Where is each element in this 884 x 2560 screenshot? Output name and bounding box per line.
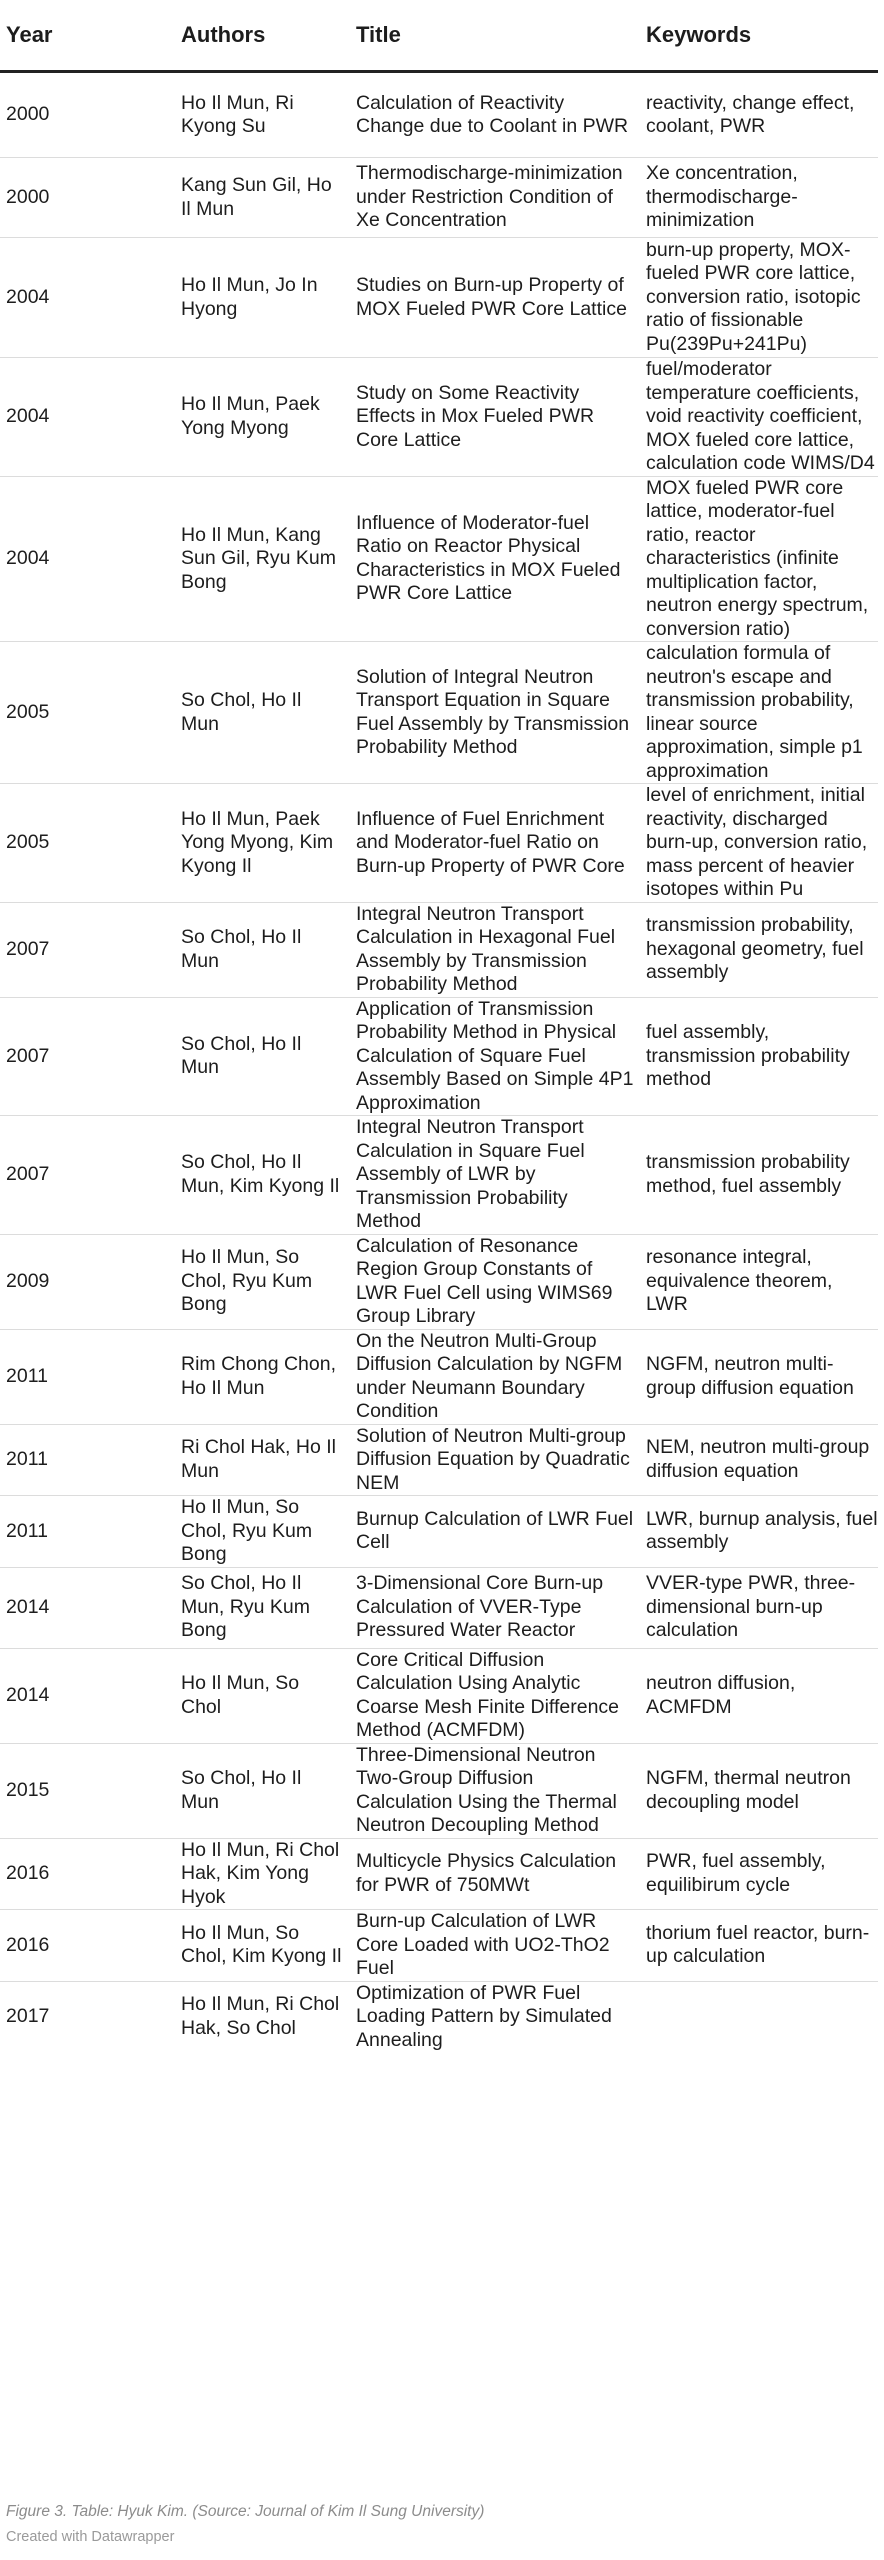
cell-authors: Ho Il Mun, Ri Chol Hak, So Chol xyxy=(181,1993,340,2039)
table-row xyxy=(0,1743,878,1838)
cell-keywords: calculation formula of neutron's escape and transmission probability, linear source approximation, simple p1 approximation xyxy=(640,642,878,784)
cell-keywords: fuel assembly, transmission probability method xyxy=(640,997,878,1116)
cell-year: 2015 xyxy=(0,1743,175,1838)
table-row xyxy=(0,238,878,358)
cell-title: Influence of Moderator-fuel Ratio on Reactor Physical Characteristics in MOX Fueled PWR Core Lattice xyxy=(350,476,640,642)
figure-caption: Figure 3. Table: Hyuk Kim. (Source: Journal of Kim Il Sung University) xyxy=(6,2503,485,2520)
table-row xyxy=(0,902,878,997)
table-row xyxy=(0,784,878,903)
cell-title: Core Critical Diffusion Calculation Using Analytic Coarse Mesh Finite Difference Method (ACMFDM) xyxy=(350,1648,640,1743)
header-title[interactable]: Title xyxy=(350,0,640,72)
table-row xyxy=(0,997,878,1116)
cell-title: On the Neutron Multi-Group Diffusion Calculation by NGFM under Neumann Boundary Condition xyxy=(350,1329,640,1424)
cell-keywords: PWR, fuel assembly, equilibirum cycle xyxy=(640,1838,878,1910)
cell-year: 2004 xyxy=(0,358,175,477)
cell-authors: So Chol, Ho Il Mun xyxy=(175,997,350,1116)
cell-year: 2007 xyxy=(0,1116,175,1235)
cell-keywords: MOX fueled PWR core lattice, moderator-fuel ratio, reactor characteristics (infinite multiplication factor, neutron energy spectrum, conversion ratio) xyxy=(640,476,878,642)
cell-year: 2000 xyxy=(0,72,175,158)
cell-authors: Ho Il Mun, Jo In Hyong xyxy=(175,238,350,358)
cell-authors: Ho Il Mun, Paek Yong Myong, Kim Kyong Il xyxy=(175,784,350,903)
cell-title: Solution of Integral Neutron Transport Equation in Square Fuel Assembly by Transmission Probability Method xyxy=(350,642,640,784)
cell-authors: Ho Il Mun, So Chol, Ryu Kum Bong xyxy=(175,1234,350,1329)
cell-keywords: transmission probability method, fuel assembly xyxy=(640,1116,878,1235)
cell-authors: Ho Il Mun, Ri Chol Hak, Kim Yong Hyok xyxy=(175,1838,350,1910)
cell-year: 2011 xyxy=(0,1424,175,1496)
table-body xyxy=(0,72,878,2053)
cell-authors: Ho Il Mun, Kang Sun Gil, Ryu Kum Bong xyxy=(175,476,350,642)
cell-title: Calculation of Resonance Region Group Constants of LWR Fuel Cell using WIMS69 Group Library xyxy=(350,1234,640,1329)
cell-year: 2011 xyxy=(0,1329,175,1424)
table-row xyxy=(0,358,878,477)
cell-year: 2017 xyxy=(6,2005,50,2027)
table-row xyxy=(0,158,878,238)
cell-keywords: LWR, burnup analysis, fuel assembly xyxy=(640,1496,878,1568)
cell-authors: So Chol, Ho Il Mun, Kim Kyong Il xyxy=(175,1116,350,1235)
cell-authors: So Chol, Ho Il Mun xyxy=(175,642,350,784)
cell-keywords: NEM, neutron multi-group diffusion equation xyxy=(640,1424,878,1496)
header-year[interactable]: Year xyxy=(0,0,175,72)
cell-authors: So Chol, Ho Il Mun xyxy=(175,1743,350,1838)
cell-authors: Ho Il Mun, So Chol, Ryu Kum Bong xyxy=(175,1496,350,1568)
cell-keywords: Xe concentration, thermodischarge-minimization xyxy=(640,158,878,238)
cell-year: 2005 xyxy=(0,642,175,784)
cell-authors: So Chol, Ho Il Mun xyxy=(175,902,350,997)
table-row xyxy=(0,1116,878,1235)
cell-keywords: transmission probability, hexagonal geometry, fuel assembly xyxy=(640,902,878,997)
cell-title: Optimization of PWR Fuel Loading Pattern by Simulated Annealing xyxy=(356,1981,612,2051)
cell-title: Studies on Burn-up Property of MOX Fueled PWR Core Lattice xyxy=(350,238,640,358)
table-row xyxy=(0,1981,878,2052)
table-row xyxy=(0,476,878,642)
cell-year: 2009 xyxy=(0,1234,175,1329)
cell-year: 2014 xyxy=(0,1648,175,1743)
cell-authors: Rim Chong Chon, Ho Il Mun xyxy=(175,1329,350,1424)
cell-authors: Ho Il Mun, So Chol, Kim Kyong Il xyxy=(175,1910,350,1982)
cell-title: Thermodischarge-minimization under Restriction Condition of Xe Concentration xyxy=(350,158,640,238)
table-header-row xyxy=(0,0,878,72)
cell-keywords: burn-up property, MOX-fueled PWR core lattice, conversion ratio, isotopic ratio of fissionable Pu(239Pu+241Pu) xyxy=(640,238,878,358)
cell-keywords: level of enrichment, initial reactivity, discharged burn-up, conversion ratio, mass percent of heavier isotopes within Pu xyxy=(640,784,878,903)
table-row xyxy=(0,72,878,158)
cell-title: Integral Neutron Transport Calculation in Square Fuel Assembly of LWR by Transmission Probability Method xyxy=(350,1116,640,1235)
cell-keywords: thorium fuel reactor, burn-up calculation xyxy=(640,1910,878,1982)
cell-authors: Ri Chol Hak, Ho Il Mun xyxy=(175,1424,350,1496)
cell-title: Influence of Fuel Enrichment and Moderator-fuel Ratio on Burn-up Property of PWR Core xyxy=(350,784,640,903)
cell-authors: Ho Il Mun, So Chol xyxy=(175,1648,350,1743)
cell-keywords: neutron diffusion, ACMFDM xyxy=(640,1648,878,1743)
cell-year: 2004 xyxy=(0,476,175,642)
cell-title: Application of Transmission Probability Method in Physical Calculation of Square Fuel Assembly Based on Simple 4P1 Approximation xyxy=(350,997,640,1116)
cell-year: 2016 xyxy=(0,1838,175,1910)
header-authors[interactable]: Authors xyxy=(175,0,350,72)
table-row xyxy=(0,642,878,784)
cell-year: 2005 xyxy=(0,784,175,903)
datawrapper-credit: Created with Datawrapper xyxy=(6,2529,175,2545)
cell-authors: Kang Sun Gil, Ho Il Mun xyxy=(175,158,350,238)
table-row xyxy=(0,1234,878,1329)
cell-keywords: resonance integral, equivalence theorem, LWR xyxy=(640,1234,878,1329)
table-row xyxy=(0,1496,878,1568)
cell-keywords xyxy=(640,1981,878,2052)
cell-keywords: reactivity, change effect, coolant, PWR xyxy=(640,72,878,158)
cell-title: Study on Some Reactivity Effects in Mox Fueled PWR Core Lattice xyxy=(350,358,640,477)
cell-title: Multicycle Physics Calculation for PWR of 750MWt xyxy=(350,1838,640,1910)
table-row xyxy=(0,1648,878,1743)
cell-year: 2004 xyxy=(0,238,175,358)
cell-keywords: NGFM, neutron multi-group diffusion equation xyxy=(640,1329,878,1424)
cell-title: Calculation of Reactivity Change due to Coolant in PWR xyxy=(350,72,640,158)
cell-keywords: VVER-type PWR, three-dimensional burn-up calculation xyxy=(640,1567,878,1648)
table-row xyxy=(0,1838,878,1910)
table-row xyxy=(0,1910,878,1982)
cell-title: Solution of Neutron Multi-group Diffusion Equation by Quadratic NEM xyxy=(350,1424,640,1496)
cell-title: 3-Dimensional Core Burn-up Calculation of VVER-Type Pressured Water Reactor xyxy=(350,1567,640,1648)
cell-authors: Ho Il Mun, Paek Yong Myong xyxy=(175,358,350,477)
cell-title: Burn-up Calculation of LWR Core Loaded with UO2-ThO2 Fuel xyxy=(350,1910,640,1982)
cell-title: Three-Dimensional Neutron Two-Group Diffusion Calculation Using the Thermal Neutron Decoupling Method xyxy=(350,1743,640,1838)
table-row xyxy=(0,1424,878,1496)
cell-title: Burnup Calculation of LWR Fuel Cell xyxy=(350,1496,640,1568)
table-footer xyxy=(6,2500,876,2550)
table-row xyxy=(0,1567,878,1648)
cell-keywords: NGFM, thermal neutron decoupling model xyxy=(640,1743,878,1838)
cell-title: Integral Neutron Transport Calculation in Hexagonal Fuel Assembly by Transmission Probability Method xyxy=(350,902,640,997)
cell-year: 2011 xyxy=(0,1496,175,1568)
cell-year: 2016 xyxy=(0,1910,175,1982)
cell-authors: So Chol, Ho Il Mun, Ryu Kum Bong xyxy=(175,1567,350,1648)
cell-keywords: fuel/moderator temperature coefficients, void reactivity coefficient, MOX fueled core lattice, calculation code WIMS/D4 xyxy=(640,358,878,477)
cell-year: 2014 xyxy=(0,1567,175,1648)
header-keywords[interactable]: Keywords xyxy=(640,0,878,72)
cell-year: 2007 xyxy=(0,997,175,1116)
cell-authors: Ho Il Mun, Ri Kyong Su xyxy=(175,72,350,158)
cell-year: 2007 xyxy=(0,902,175,997)
cell-year: 2000 xyxy=(0,158,175,238)
table-row xyxy=(0,1329,878,1424)
